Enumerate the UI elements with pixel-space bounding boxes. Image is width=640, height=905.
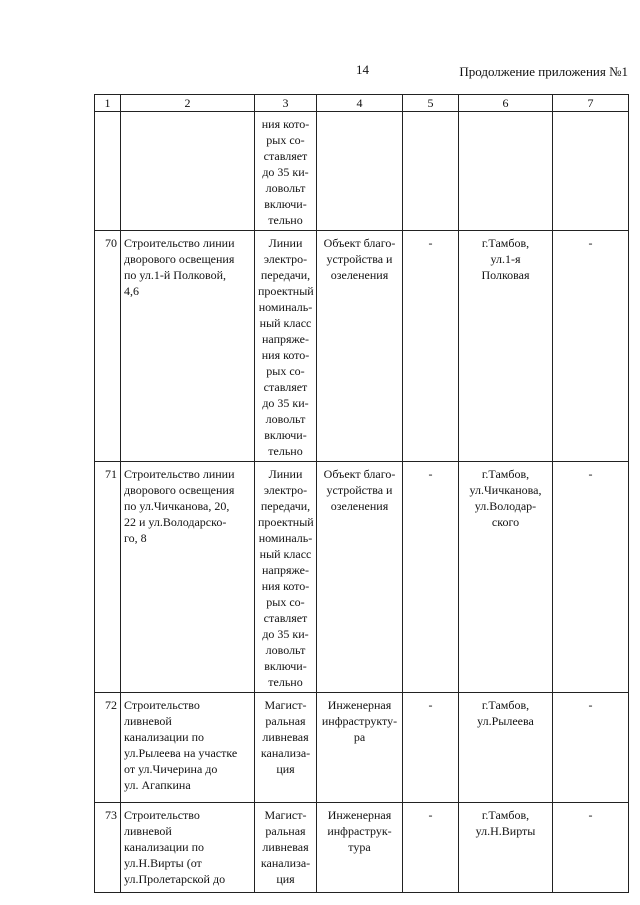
object-name-cell [121,462,255,693]
column-header: 6 [459,95,553,112]
object-name-line: 22 и ул.Володарско- [124,515,227,529]
appendix-continuation-title: Продолжение приложения №1 [459,64,628,79]
column-5-value-cell [403,112,459,231]
object-name-line: ул.Н.Вирты (от [124,856,202,870]
object-type-line: тельно [268,444,303,458]
object-name-line: Строительство линии [124,236,235,250]
object-name-line: Строительство линии [124,467,235,481]
table-row [95,231,629,462]
object-purpose-cell [317,693,403,803]
object-location-cell [459,112,553,231]
object-type-line: тельно [268,675,303,689]
object-purpose-line: Объект благо- [323,236,396,250]
object-type-line: ральная [265,714,306,728]
object-type-line: канализа- [260,746,311,760]
object-type-line: ный класс [259,316,312,330]
object-type-line: рых со- [266,595,305,609]
object-location-line: ул.1-я [490,252,521,266]
object-location-cell [459,462,553,693]
object-type-cell [255,803,317,893]
page-number: 14 [356,62,369,77]
column-header: 2 [121,95,255,112]
object-location-line: ул.Рылеева [477,714,534,728]
column-7-value-cell [553,112,629,231]
object-type-line: ральная [265,824,306,838]
object-type-line: Магист- [264,808,307,822]
column-7-value-cell: - [553,803,629,893]
object-purpose-line: Объект благо- [323,467,396,481]
column-5-value-cell: - [403,231,459,462]
column-header: 5 [403,95,459,112]
object-name-line: Строительство [124,808,200,822]
object-type-cell [255,112,317,231]
object-type-line: канализа- [260,856,311,870]
object-purpose-cell [317,803,403,893]
object-type-line: электро- [263,483,308,497]
object-location-line: Полковая [481,268,530,282]
object-type-line: ный класс [259,547,312,561]
object-type-line: включи- [264,428,307,442]
column-5-value-cell: - [403,803,459,893]
object-type-line: включи- [264,197,307,211]
column-7-value-cell: - [553,462,629,693]
object-location-line: ул.Володар- [474,499,537,513]
object-type-line: ливневая [262,840,309,854]
object-type-line: напряже- [262,563,309,577]
object-location-line: г.Тамбов, [481,236,530,250]
object-name-line: канализации по [124,840,204,854]
table-row [95,803,629,893]
table-row [95,462,629,693]
object-purpose-line: ра [353,730,366,744]
object-name-cell [121,231,255,462]
object-type-line: рых со- [266,364,305,378]
column-header: 3 [255,95,317,112]
object-name-line: Строительство [124,698,200,712]
row-number-cell [95,112,121,231]
object-type-line: ния кото- [261,579,310,593]
object-purpose-line: озеленения [330,499,389,513]
object-location-cell [459,803,553,893]
object-type-line: передачи, [260,499,311,513]
object-type-line: Линии [268,236,303,250]
object-type-line: ния кото- [261,117,310,131]
object-location-cell [459,231,553,462]
object-type-line: ловольт [265,643,306,657]
object-location-line: г.Тамбов, [481,698,530,712]
object-name-line: го, 8 [124,531,147,545]
object-type-line: до 35 ки- [262,396,309,410]
object-type-line: до 35 ки- [262,165,309,179]
column-7-value-cell: - [553,231,629,462]
object-name-line: ул.Пролетарской до [124,872,226,886]
object-purpose-line: инфраструк- [327,824,392,838]
row-number-cell: 70 [95,231,121,462]
table-body [95,112,629,893]
object-purpose-line: Инженерная [327,808,392,822]
object-name-line: по ул.1-й Полковой, [124,268,227,282]
object-type-line: включи- [264,659,307,673]
column-header: 4 [317,95,403,112]
object-name-line: ул. Агапкина [124,778,191,792]
object-type-line: ния кото- [261,348,310,362]
object-purpose-cell [317,231,403,462]
object-name-line: по ул.Чичканова, 20, [124,499,230,513]
object-type-line: номиналь- [258,531,313,545]
row-number-cell: 71 [95,462,121,693]
objects-table [94,94,629,893]
object-location-line: ул.Н.Вирты [475,824,536,838]
column-7-value-cell: - [553,693,629,803]
object-type-cell [255,693,317,803]
column-header: 1 [95,95,121,112]
object-type-line: ставляет [263,149,308,163]
object-type-cell [255,231,317,462]
object-type-line: передачи, [260,268,311,282]
object-purpose-line: Инженерная [327,698,392,712]
object-name-cell [121,693,255,803]
object-location-line: г.Тамбов, [481,808,530,822]
object-name-line: дворового освещения [124,252,235,266]
object-name-line: от ул.Чичерина до [124,762,218,776]
object-type-line: проектный [258,284,314,298]
object-name-line: 4,6 [124,284,139,298]
object-type-line: Магист- [264,698,307,712]
object-type-line: ловольт [265,412,306,426]
object-name-cell [121,112,255,231]
object-name-line: дворового освещения [124,483,235,497]
column-number-row [95,95,629,112]
row-number-cell: 73 [95,803,121,893]
table-row [95,693,629,803]
object-name-line: ливневой [124,824,172,838]
object-type-line: ловольт [265,181,306,195]
object-location-line: ского [491,515,520,529]
object-name-line: ливневой [124,714,172,728]
object-type-cell [255,462,317,693]
column-header: 7 [553,95,629,112]
object-purpose-line: озеленения [330,268,389,282]
object-type-line: ция [276,762,295,776]
table-row [95,112,629,231]
object-type-line: рых со- [266,133,305,147]
object-type-line: ция [276,872,295,886]
object-type-line: номиналь- [258,300,313,314]
object-type-line: напряже- [262,332,309,346]
object-location-cell [459,693,553,803]
object-location-line: г.Тамбов, [481,467,530,481]
object-purpose-line: тура [348,840,371,854]
object-purpose-line: устройства и [326,252,393,266]
object-type-line: тельно [268,213,303,227]
object-purpose-cell [317,112,403,231]
object-type-line: ливневая [262,730,309,744]
object-location-line: ул.Чичканова, [469,483,542,497]
object-type-line: ставляет [263,380,308,394]
object-purpose-cell [317,462,403,693]
object-purpose-line: устройства и [326,483,393,497]
object-type-line: проектный [258,515,314,529]
object-name-cell [121,803,255,893]
object-type-line: Линии [268,467,303,481]
row-number-cell: 72 [95,693,121,803]
column-5-value-cell: - [403,462,459,693]
object-name-line: ул.Рылеева на участке [124,746,238,760]
object-type-line: ставляет [263,611,308,625]
object-purpose-line: инфраструкту- [321,714,398,728]
object-type-line: до 35 ки- [262,627,309,641]
column-5-value-cell: - [403,693,459,803]
object-type-line: электро- [263,252,308,266]
object-name-line: канализации по [124,730,204,744]
